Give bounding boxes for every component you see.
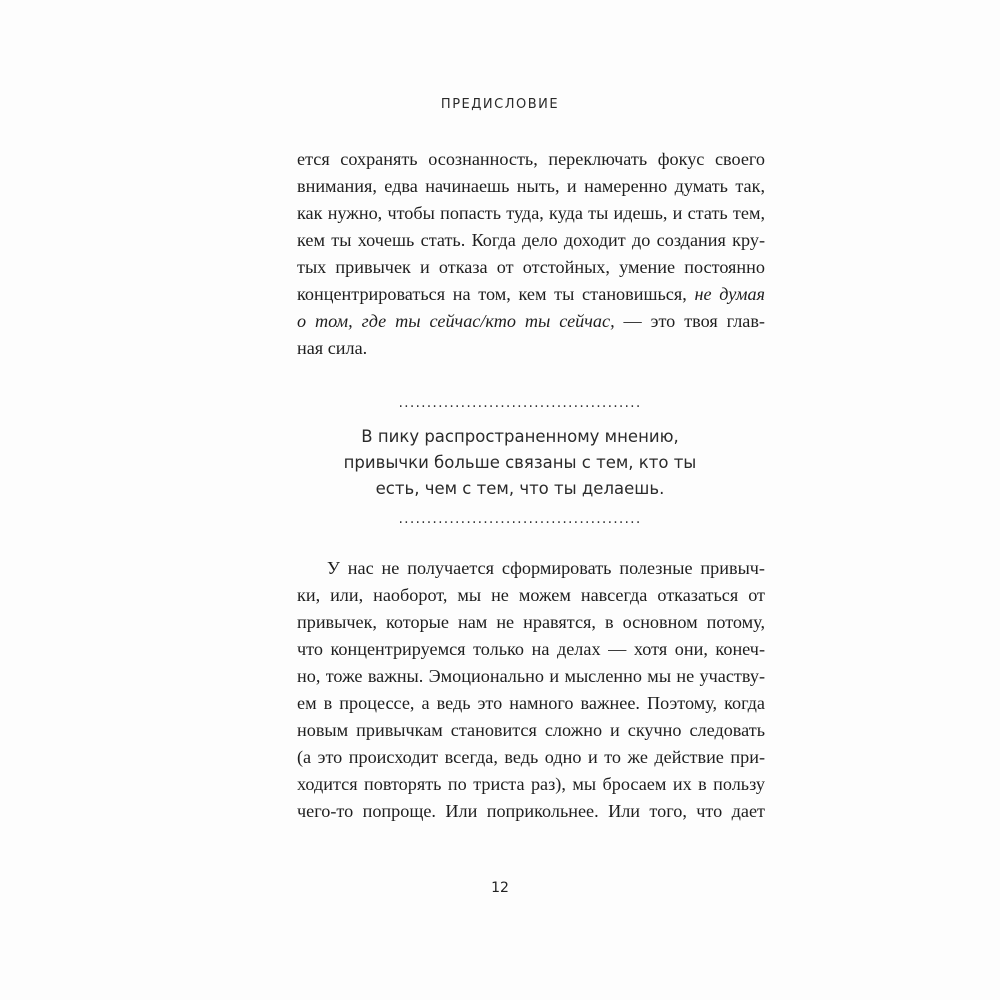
text-line: ки, или, наоборот, мы не можем навсегда отказаться от [297, 585, 765, 605]
text-line: ем в процессе, а ведь это намного важнее. Поэтому, когда [297, 693, 765, 713]
paragraph-1 [297, 146, 765, 362]
pull-quote [340, 396, 700, 526]
text-line: тых привычек и отказа от отстойных, умение постоянно [297, 257, 765, 277]
text-line: чего-то попроще. Или поприкольнее. Или того, что дает [297, 801, 765, 821]
text-line: кем ты хочешь стать. Когда дело доходит до создания кру- [297, 230, 765, 250]
text-line-mixed [297, 281, 765, 308]
text-line: внимания, едва начинаешь ныть, и намеренно думать так, [297, 176, 765, 196]
pull-quote-line: есть, чем с тем, что ты делаешь. [375, 479, 665, 498]
italic-text: не думая [694, 284, 765, 304]
text-line-mixed [297, 308, 765, 335]
text-line: что концентрируемся только на делах — хотя они, конеч- [297, 639, 765, 659]
pull-quote-text [340, 424, 700, 502]
dotted-rule-top: ........................................... [398, 396, 642, 410]
dotted-rule-bottom: ........................................... [398, 512, 642, 526]
paragraph-2 [297, 555, 765, 825]
text-line: как нужно, чтобы попасть туда, куда ты идешь, и стать тем, [297, 203, 765, 223]
pull-quote-line: В пику распространенному мнению, [361, 427, 679, 446]
pull-quote-line: привычки больше связаны с тем, кто ты [343, 453, 697, 472]
text-segment: концентрироваться на том, кем ты становишься, [297, 284, 687, 304]
italic-text: о том, где ты сейчас/кто ты сейчас, [297, 311, 615, 331]
text-segment: — это твоя глав- [614, 311, 765, 331]
running-head: ПРЕДИСЛОВИЕ [440, 97, 560, 112]
text-line: У нас не получается сформировать полезные привыч- [327, 558, 765, 578]
text-line: ется сохранять осознанность, переключать фокус своего [297, 149, 765, 169]
text-line: ная сила. [297, 338, 368, 358]
text-line: (а это происходит всегда, ведь одно и то же действие при- [297, 747, 765, 767]
text-line: новым привычкам становится сложно и скучно следовать [297, 720, 765, 740]
text-line: ходится повторять по триста раз), мы бросаем их в пользу [297, 774, 765, 794]
page-number: 12 [491, 880, 509, 896]
text-line: привычек, которые нам не нравятся, в основном потому, [297, 612, 765, 632]
text-line: но, тоже важны. Эмоционально и мысленно мы не участву- [297, 666, 765, 686]
